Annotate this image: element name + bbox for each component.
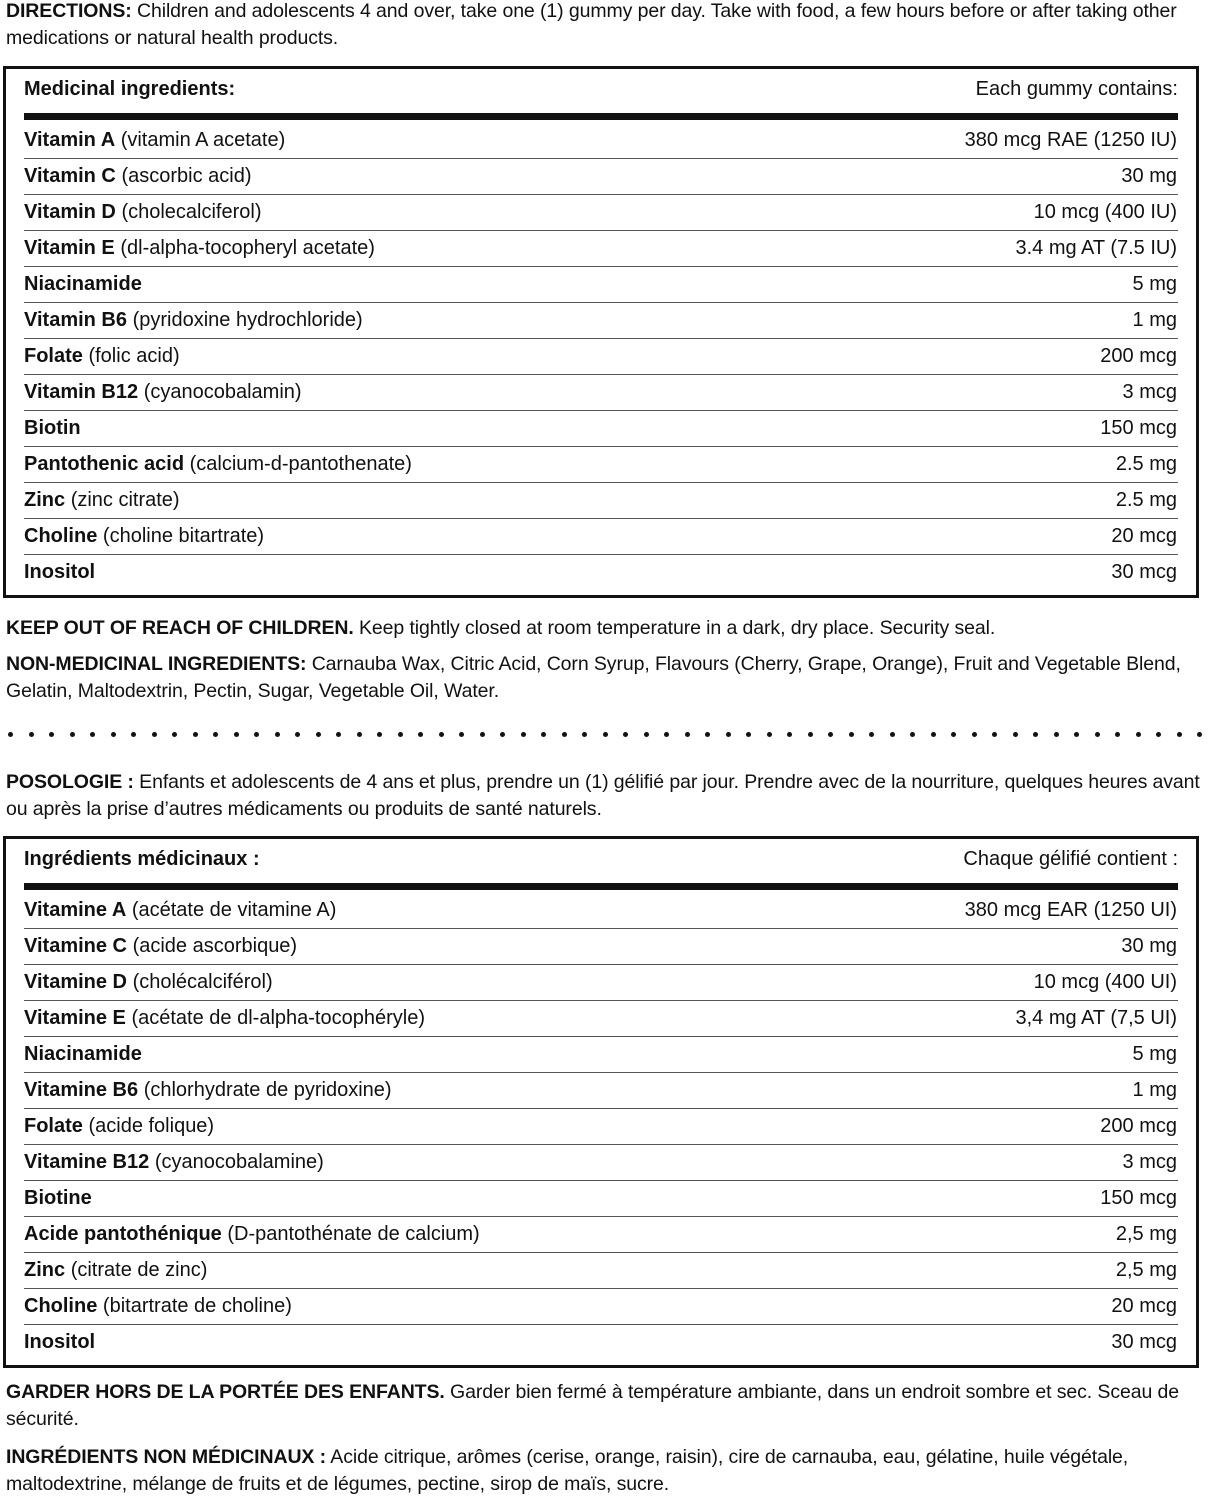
ingredients-table-en [3,66,1199,598]
separator-dot [746,732,751,737]
ingredient-row [24,339,1178,375]
ingredients-table-fr-header [24,839,1178,879]
ingredient-amount: 5 mg [1132,1043,1177,1065]
ingredient-title: Vitamin E [24,237,115,259]
separator-dot [90,732,95,737]
ingredient-row [24,123,1178,159]
ingredient-name [24,1331,95,1354]
header-rule [24,113,1178,120]
ingredient-row [24,929,1178,965]
ingredient-title: Vitamine E [24,1007,126,1029]
ingredient-title: Vitamin C [24,165,116,187]
separator-dot [377,732,382,737]
ingredient-name [24,1295,292,1318]
ingredient-source: (zinc citrate) [70,489,180,511]
ingredient-amount: 150 mcg [1100,417,1177,439]
ingredients-table-fr [3,836,1199,1368]
ingredient-row [24,1109,1178,1145]
ingredient-row [24,231,1178,267]
ingredient-name [24,201,262,224]
ingredient-amount: 3,4 mg AT (7,5 UI) [1015,1007,1177,1029]
non-medicinal-fr [6,1444,1204,1498]
separator-dot [582,732,587,737]
ingredient-name [24,935,297,958]
separator-dot [357,732,362,737]
separator-dot [152,732,157,737]
ingredient-title: Choline [24,525,98,547]
ingredient-title: Zinc [24,1259,66,1281]
warning-fr [6,1379,1204,1433]
ingredient-amount: 3.4 mg AT (7.5 IU) [1015,237,1177,259]
separator-dot [131,732,136,737]
ingredient-source: (cholécalciférol) [132,971,273,993]
separator-dot [193,732,198,737]
ingredient-row [24,519,1178,555]
ingredient-rows-fr [24,893,1178,1360]
separator-dot [890,732,895,737]
separator-dot [49,732,54,737]
ingredient-name [24,1115,214,1138]
ingredient-amount: 30 mg [1121,165,1177,187]
separator-dot [1054,732,1059,737]
separator-dot [787,732,792,737]
ingredient-name [24,1151,324,1174]
separator-dot [767,732,772,737]
separator-dot [1156,732,1161,737]
separator-dot [480,732,485,737]
separator-dot [316,732,321,737]
ingredient-title: Vitamin A [24,129,116,151]
non-medicinal-fr-text: Acide citrique, arômes (cerise, orange, raisin), cire de carnauba, eau, gélatine, huile végétale, maltodextrine, mélange de fruits et de légumes, pectine, sirop de maïs, sucre. [6,1446,1129,1495]
ingredient-row [24,303,1178,339]
ingredient-title: Vitamine B12 [24,1151,150,1173]
ingredient-amount: 10 mcg (400 UI) [1033,971,1177,993]
ingredient-row [24,1289,1178,1325]
separator-dot [521,732,526,737]
directions-en-text: Children and adolescents 4 and over, take one (1) gummy per day. Take with food, a few hours before or after taking other medications or natural health products. [6,0,1177,49]
ingredient-row [24,411,1178,447]
ingredient-name [24,129,285,152]
ingredient-row [24,159,1178,195]
ingredient-source: (acide folique) [88,1115,215,1137]
ingredient-amount: 2.5 mg [1115,489,1177,511]
separator-dot [275,732,280,737]
separator-dot [931,732,936,737]
ingredient-title: Pantothenic acid [24,453,185,475]
ingredient-source: (cholecalciferol) [121,201,262,223]
ingredient-amount: 1 mg [1132,309,1177,331]
ingredient-source: (cyanocobalamine) [154,1151,324,1173]
separator-dot [398,732,403,737]
ingredient-title: Vitamine C [24,935,127,957]
ingredient-source: (ascorbic acid) [121,165,252,187]
ingredient-rows-en [24,123,1178,590]
separator-dot [500,732,505,737]
ingredient-title: Inositol [24,1331,96,1353]
warning-en [6,615,1204,642]
ingredient-title: Vitamine D [24,971,127,993]
ingredient-source: (choline bitartrate) [102,525,265,547]
ingredients-medicinaux-heading: Ingrédients médicinaux : [24,847,260,870]
ingredient-source: (dl-alpha-tocopheryl acetate) [120,237,375,259]
ingredient-source: (acide ascorbique) [132,935,298,957]
separator-dot [70,732,75,737]
separator-dot [992,732,997,737]
separator-dot [623,732,628,737]
ingredient-source: (D-pantothénate de calcium) [227,1223,480,1245]
ingredient-title: Vitamin B12 [24,381,139,403]
ingredient-row [24,1145,1178,1181]
separator-dot [685,732,690,737]
ingredient-amount: 150 mcg [1100,1187,1177,1209]
ingredient-title: Niacinamide [24,273,142,295]
ingredient-row [24,267,1178,303]
ingredient-source: (bitartrate de choline) [102,1295,292,1317]
ingredient-name [24,899,336,922]
ingredient-amount: 20 mcg [1111,1295,1177,1317]
ingredient-row [24,555,1178,590]
separator-dot [1033,732,1038,737]
ingredient-name [24,273,142,296]
separator-dot [910,732,915,737]
separator-dot [951,732,956,737]
ingredient-row [24,375,1178,411]
ingredient-name [24,489,180,512]
ingredient-amount: 380 mcg EAR (1250 UI) [964,899,1177,921]
separator-dot [418,732,423,737]
ingredient-amount: 3 mcg [1122,381,1177,403]
ingredient-name [24,417,81,440]
directions-fr-text: Enfants et adolescents de 4 ans et plus, prendre un (1) gélifié par jour. Prendre avec de la nourriture, quelques heures avant ou après la prise d’autres médicaments ou produits de santé naturels. [6,771,1200,820]
non-medicinal-fr-label: INGRÉDIENTS NON MÉDICINAUX : [6,1446,327,1468]
ingredient-amount: 2,5 mg [1115,1259,1177,1281]
ingredient-source: (folic acid) [88,345,180,367]
separator-dot [869,732,874,737]
ingredient-amount: 200 mcg [1100,1115,1177,1137]
ingredient-name [24,1079,392,1102]
separator-dot [234,732,239,737]
ingredient-row [24,1325,1178,1360]
ingredient-amount: 200 mcg [1100,345,1177,367]
ingredient-source: (citrate de zinc) [70,1259,208,1281]
warning-en-label: KEEP OUT OF REACH OF CHILDREN. [6,617,354,639]
ingredient-row [24,1001,1178,1037]
ingredient-title: Biotine [24,1187,92,1209]
non-medicinal-en-text: Carnauba Wax, Citric Acid, Corn Syrup, Flavours (Cherry, Grape, Orange), Fruit and Vegetable Blend, Gelatin, Maltodextrin, Pectin, Sugar, Vegetable Oil, Water. [6,653,1181,702]
ingredients-table-en-header [24,69,1178,109]
separator-dot [295,732,300,737]
ingredient-name [24,237,375,260]
ingredient-name [24,1259,207,1282]
ingredient-title: Choline [24,1295,98,1317]
ingredient-name [24,309,363,332]
separator-dot [439,732,444,737]
separator-dot [972,732,977,737]
separator-dot [726,732,731,737]
ingredient-title: Folate [24,1115,83,1137]
warning-fr-label: GARDER HORS DE LA PORTÉE DES ENFANTS. [6,1381,445,1403]
ingredient-source: (calcium-d-pantothenate) [189,453,412,475]
ingredient-amount: 10 mcg (400 IU) [1033,201,1177,223]
separator-dot [828,732,833,737]
ingredient-row [24,893,1178,929]
ingredient-title: Vitamin B6 [24,309,127,331]
separator-dot [1095,732,1100,737]
ingredient-name [24,561,95,584]
directions-fr-label: POSOLOGIE : [6,771,134,793]
ingredient-row [24,1073,1178,1109]
separator-dot [213,732,218,737]
separator-dot [459,732,464,737]
ingredient-source: (chlorhydrate de pyridoxine) [143,1079,392,1101]
ingredient-title: Folate [24,345,83,367]
separator-dot [1115,732,1120,737]
ingredient-name [24,525,264,548]
ingredient-source: (vitamin A acetate) [120,129,286,151]
separator-dot [1074,732,1079,737]
separator-dot [705,732,710,737]
ingredient-name [24,345,180,368]
ingredient-title: Zinc [24,489,66,511]
separator-dot [111,732,116,737]
ingredient-name [24,381,302,404]
separator-dot [336,732,341,737]
separator-dot [254,732,259,737]
separator-dot [8,732,13,737]
ingredient-amount: 1 mg [1132,1079,1177,1101]
ingredient-title: Biotin [24,417,81,439]
ingredient-row [24,1037,1178,1073]
separator-dot [172,732,177,737]
separator-dot [644,732,649,737]
ingredient-row [24,447,1178,483]
ingredient-row [24,195,1178,231]
ingredient-row [24,1253,1178,1289]
ingredient-source: (cyanocobalamin) [143,381,302,403]
ingredient-row [24,1217,1178,1253]
separator-dot [808,732,813,737]
separator-dot [29,732,34,737]
ingredient-name [24,453,412,476]
dotted-separator [8,727,1202,741]
directions-fr [6,769,1204,823]
ingredient-source: (acétate de dl-alpha-tocophéryle) [131,1007,425,1029]
ingredient-row [24,965,1178,1001]
ingredient-name [24,165,251,188]
directions-en-label: DIRECTIONS: [6,0,132,22]
ingredient-title: Acide pantothénique [24,1223,222,1245]
ingredient-source: (pyridoxine hydrochloride) [132,309,363,331]
ingredient-amount: 30 mcg [1111,1331,1177,1353]
non-medicinal-en-label: NON-MEDICINAL INGREDIENTS: [6,653,307,675]
separator-dot [664,732,669,737]
ingredient-amount: 20 mcg [1111,525,1177,547]
ingredient-title: Vitamine A [24,899,127,921]
ingredient-source: (acétate de vitamine A) [131,899,337,921]
separator-dot [1177,732,1182,737]
separator-dot [603,732,608,737]
separator-dot [1197,732,1202,737]
warning-en-text: Keep tightly closed at room temperature in a dark, dry place. Security seal. [359,617,996,639]
ingredient-title: Inositol [24,561,96,583]
directions-en [6,0,1204,52]
ingredient-title: Vitamin D [24,201,116,223]
separator-dot [1136,732,1141,737]
ingredient-amount: 380 mcg RAE (1250 IU) [964,129,1177,151]
ingredient-amount: 30 mg [1121,935,1177,957]
ingredient-amount: 2,5 mg [1115,1223,1177,1245]
per-gelifie-heading: Chaque gélifié contient : [963,847,1178,870]
ingredient-amount: 3 mcg [1122,1151,1177,1173]
ingredient-name [24,971,273,994]
ingredient-title: Vitamine B6 [24,1079,139,1101]
non-medicinal-en [6,651,1204,705]
ingredient-name [24,1223,480,1246]
ingredient-name [24,1007,425,1030]
ingredient-amount: 5 mg [1132,273,1177,295]
separator-dot [1013,732,1018,737]
ingredient-row [24,1181,1178,1217]
medicinal-ingredients-heading: Medicinal ingredients: [24,77,236,100]
ingredient-title: Niacinamide [24,1043,142,1065]
ingredient-amount: 2.5 mg [1115,453,1177,475]
header-rule [24,883,1178,890]
separator-dot [562,732,567,737]
ingredient-amount: 30 mcg [1111,561,1177,583]
per-gummy-heading: Each gummy contains: [975,77,1178,100]
warning-fr-text: Garder bien fermé à température ambiante, dans un endroit sombre et sec. Sceau de sécurité. [6,1381,1180,1430]
ingredient-name [24,1187,92,1210]
separator-dot [849,732,854,737]
ingredient-row [24,483,1178,519]
ingredient-name [24,1043,142,1066]
separator-dot [541,732,546,737]
